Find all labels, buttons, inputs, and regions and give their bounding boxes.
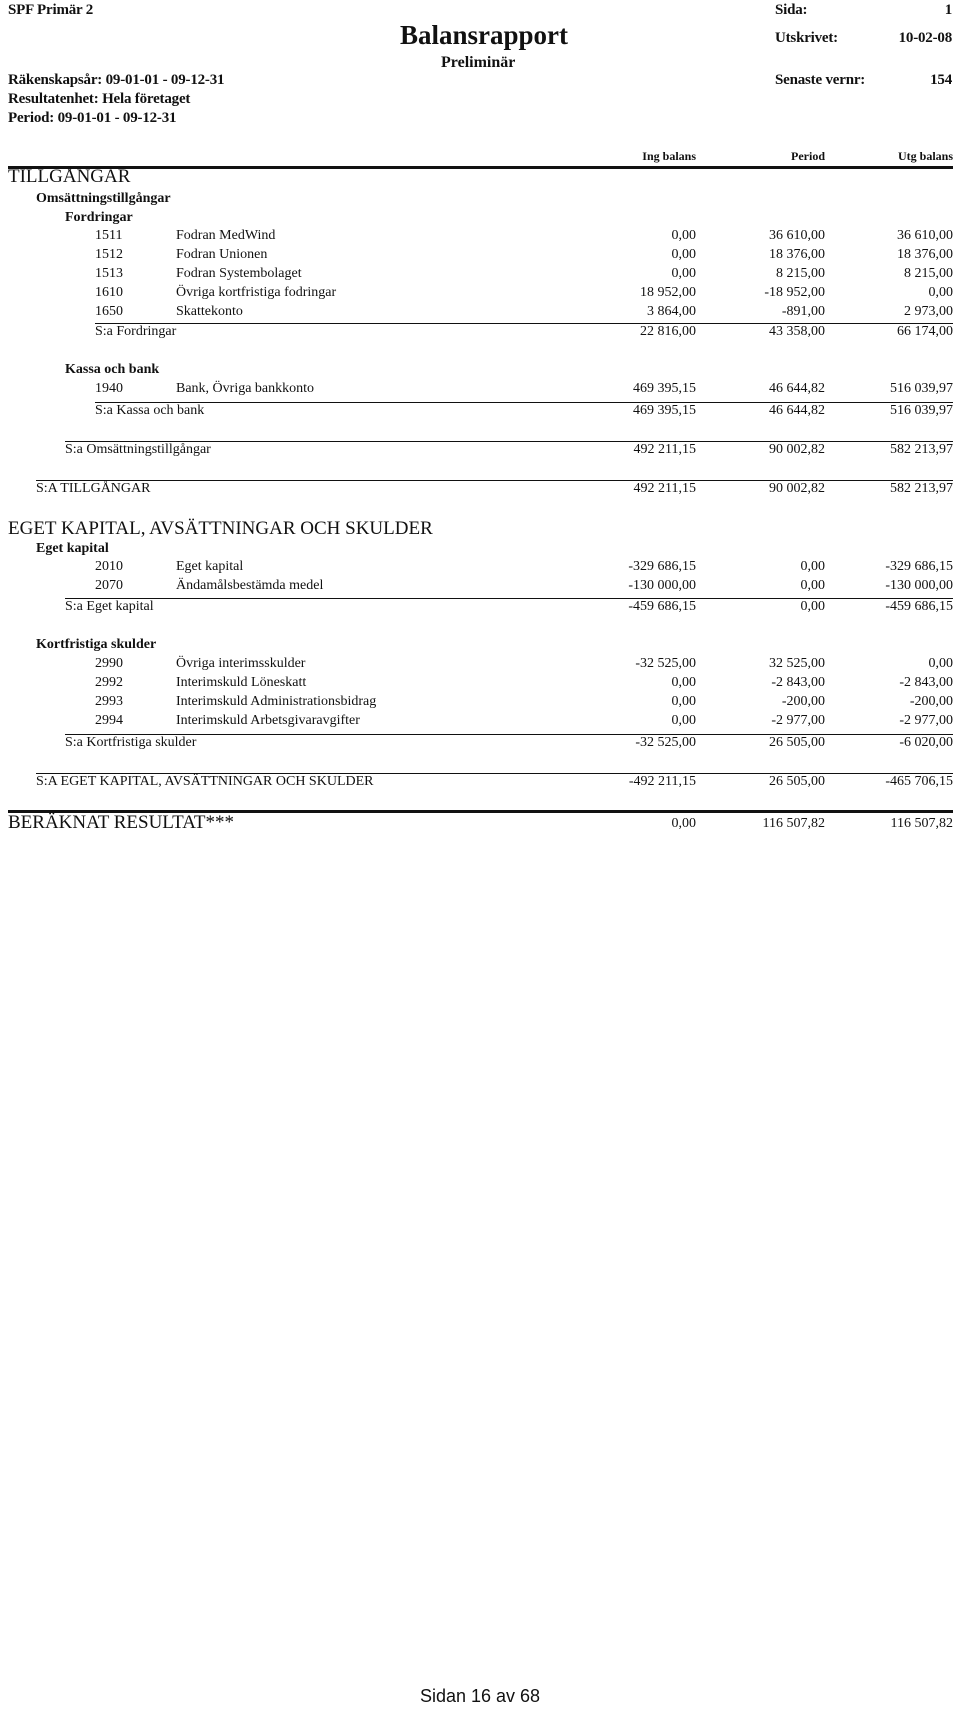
sum-c2: 90 002,82 — [769, 481, 825, 496]
account-name: Bank, Övriga bankkonto — [176, 381, 315, 396]
page-footer: Sidan 16 av 68 — [419, 1686, 541, 1706]
sum-c1: 469 395,15 — [633, 403, 696, 418]
account-row — [0, 656, 960, 674]
account-name: Övriga kortfristiga fodringar — [176, 285, 337, 300]
value-utg-balans: 18 376,00 — [897, 247, 953, 262]
value-utg-balans: -329 686,15 — [885, 559, 953, 574]
account-row — [0, 694, 960, 712]
calc-c3: 116 507,82 — [890, 816, 953, 831]
group-current-assets: Omsättningstillgångar — [36, 191, 171, 206]
sum-c1: -492 211,15 — [628, 774, 696, 789]
sum-c3: 582 213,97 — [890, 442, 953, 457]
sum-label: S:a Fordringar — [95, 324, 177, 339]
account-number: 2993 — [95, 694, 123, 709]
value-ing-balans: 0,00 — [671, 247, 696, 262]
latest-value: 154 — [930, 72, 952, 88]
account-name: Skattekonto — [176, 304, 243, 319]
sum-c3: -459 686,15 — [885, 599, 953, 614]
value-period: 18 376,00 — [769, 247, 825, 262]
sum-eq-liab-row — [0, 774, 960, 792]
report-subtitle: Preliminär — [441, 54, 516, 71]
value-period: 8 215,00 — [776, 266, 825, 281]
value-period: 0,00 — [800, 578, 825, 593]
value-utg-balans: -2 977,00 — [899, 713, 953, 728]
report-title: Balansrapport — [400, 20, 569, 50]
calc-result-row — [0, 816, 960, 834]
sum-label: S:A TILLGÅNGAR — [36, 481, 151, 496]
account-name: Övriga interimsskulder — [176, 656, 306, 671]
value-ing-balans: -32 525,00 — [635, 656, 696, 671]
account-row — [0, 675, 960, 693]
sum-c1: -32 525,00 — [635, 735, 696, 750]
account-row — [0, 559, 960, 577]
subgroup-cash-bank: Kassa och bank — [65, 362, 160, 377]
value-utg-balans: 2 973,00 — [904, 304, 953, 319]
sum-c3: 582 213,97 — [890, 481, 953, 496]
account-name: Interimskuld Administrationsbidrag — [176, 694, 377, 709]
value-period: -2 977,00 — [771, 713, 825, 728]
page-value: 1 — [944, 2, 952, 18]
account-row — [0, 304, 960, 322]
value-period: -2 843,00 — [771, 675, 825, 690]
account-number: 2992 — [95, 675, 123, 690]
sum-short-row — [0, 735, 960, 753]
value-period: -18 952,00 — [764, 285, 825, 300]
account-name: Interimskuld Arbetsgivaravgifter — [176, 713, 360, 728]
sum-c3: -6 020,00 — [899, 735, 953, 750]
sum-label: S:a Omsättningstillgångar — [65, 442, 211, 457]
sum-c3: -465 706,15 — [885, 774, 953, 789]
sum-equity-row — [0, 599, 960, 617]
sum-current-row — [0, 442, 960, 460]
account-number: 2990 — [95, 656, 123, 671]
value-period: 46 644,82 — [769, 381, 825, 396]
value-utg-balans: -130 000,00 — [885, 578, 953, 593]
account-number: 1610 — [95, 285, 123, 300]
sum-label: S:a Kassa och bank — [95, 403, 205, 418]
calc-c2: 116 507,82 — [762, 816, 825, 831]
account-name: Eget kapital — [176, 559, 244, 574]
account-number: 1512 — [95, 247, 123, 262]
value-ing-balans: 0,00 — [671, 266, 696, 281]
sum-c1: 492 211,15 — [633, 481, 696, 496]
account-number: 1513 — [95, 266, 123, 281]
value-ing-balans: 0,00 — [671, 694, 696, 709]
value-utg-balans: 0,00 — [928, 656, 953, 671]
sum-label: S:a Kortfristiga skulder — [65, 735, 197, 750]
value-ing-balans: 0,00 — [671, 713, 696, 728]
account-row — [0, 713, 960, 731]
sum-c3: 516 039,97 — [890, 403, 953, 418]
group-short-liabilities: Kortfristiga skulder — [36, 637, 157, 652]
value-period: -891,00 — [781, 304, 825, 319]
org-name: SPF Primär 2 — [8, 2, 94, 18]
account-name: Ändamålsbestämda medel — [176, 578, 324, 593]
value-period: 36 610,00 — [769, 228, 825, 243]
account-row — [0, 578, 960, 596]
subgroup-receivables: Fordringar — [65, 210, 133, 225]
sum-c2: 26 505,00 — [769, 774, 825, 789]
sum-assets-row — [0, 481, 960, 499]
value-utg-balans: 516 039,97 — [890, 381, 953, 396]
sum-c2: 0,00 — [800, 599, 825, 614]
printed-label: Utskrivet: — [775, 30, 838, 46]
value-ing-balans: -130 000,00 — [628, 578, 696, 593]
account-number: 1940 — [95, 381, 123, 396]
col-ing-balans: Ing balans — [642, 149, 696, 163]
sum-c2: 43 358,00 — [769, 324, 825, 339]
value-period: -200,00 — [781, 694, 825, 709]
account-number: 2010 — [95, 559, 123, 574]
account-name: Fodran Unionen — [176, 247, 268, 262]
col-utg-balans: Utg balans — [897, 149, 953, 163]
account-row — [0, 247, 960, 265]
col-period: Period — [791, 149, 825, 163]
sum-c2: 26 505,00 — [769, 735, 825, 750]
sum-c1: 22 816,00 — [640, 324, 696, 339]
account-name: Fodran MedWind — [176, 228, 276, 243]
account-number: 2070 — [95, 578, 123, 593]
fiscal-year: Räkenskapsår: 09-01-01 - 09-12-31 — [8, 72, 225, 88]
sum-label: S:A EGET KAPITAL, AVSÄTTNINGAR OCH SKULDER — [36, 774, 374, 789]
account-number: 1650 — [95, 304, 123, 319]
account-row — [0, 228, 960, 246]
account-row — [0, 285, 960, 303]
latest-label: Senaste vernr: — [775, 72, 866, 88]
sum-receivables-row — [0, 324, 960, 342]
account-number: 1511 — [95, 228, 123, 243]
account-row — [0, 381, 960, 399]
value-utg-balans: 36 610,00 — [897, 228, 953, 243]
calc-result-label: BERÄKNAT RESULTAT*** — [8, 812, 234, 833]
printed-value: 10-02-08 — [898, 30, 952, 46]
value-period: 32 525,00 — [769, 656, 825, 671]
sum-c2: 90 002,82 — [769, 442, 825, 457]
group-equity: Eget kapital — [36, 541, 109, 556]
account-name: Interimskuld Löneskatt — [176, 675, 307, 690]
value-ing-balans: 0,00 — [671, 675, 696, 690]
value-utg-balans: 8 215,00 — [904, 266, 953, 281]
sum-c1: 492 211,15 — [633, 442, 696, 457]
period: Period: 09-01-01 - 09-12-31 — [8, 110, 177, 126]
value-utg-balans: -2 843,00 — [899, 675, 953, 690]
account-row — [0, 266, 960, 284]
value-ing-balans: 469 395,15 — [633, 381, 696, 396]
sum-cash-row — [0, 403, 960, 421]
page-label: Sida: — [775, 2, 808, 18]
header-rule — [8, 166, 953, 169]
value-utg-balans: 0,00 — [928, 285, 953, 300]
section-assets: TILLGÅNGAR — [8, 166, 131, 187]
value-utg-balans: -200,00 — [909, 694, 953, 709]
account-number: 2994 — [95, 713, 123, 728]
value-ing-balans: 3 864,00 — [647, 304, 696, 319]
section-equity-liabilities: EGET KAPITAL, AVSÄTTNINGAR OCH SKULDER — [8, 518, 433, 539]
account-name: Fodran Systembolaget — [176, 266, 302, 281]
value-period: 0,00 — [800, 559, 825, 574]
result-unit: Resultatenhet: Hela företaget — [8, 91, 191, 107]
sum-c1: -459 686,15 — [628, 599, 696, 614]
value-ing-balans: -329 686,15 — [628, 559, 696, 574]
calc-c1: 0,00 — [671, 816, 696, 831]
sum-c3: 66 174,00 — [897, 324, 953, 339]
value-ing-balans: 18 952,00 — [640, 285, 696, 300]
value-ing-balans: 0,00 — [671, 228, 696, 243]
sum-c2: 46 644,82 — [769, 403, 825, 418]
sum-label: S:a Eget kapital — [65, 599, 154, 614]
